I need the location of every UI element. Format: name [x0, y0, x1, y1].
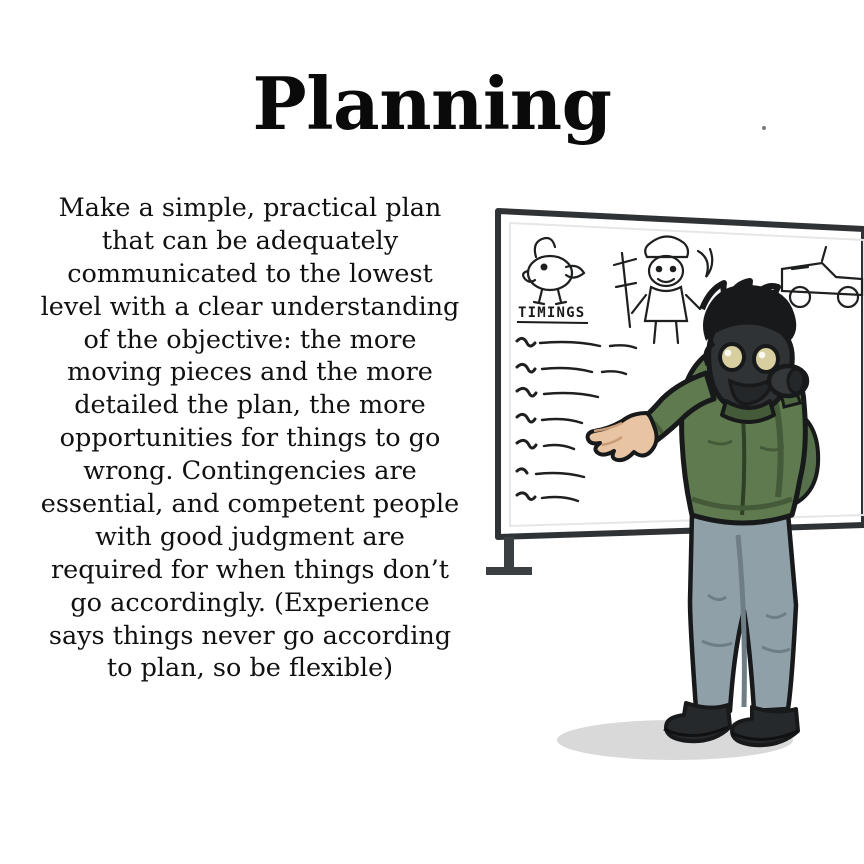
whiteboard-foot-left: [486, 567, 532, 575]
body-paragraph: Make a simple, practical plan that can be adequately communicated to the lowest level with a clear understanding of the objective: the more moving pieces and the more detailed the plan, the more opportunities for things to go wrong. Contingencies are essential, and competent people with good judgment are required for when things don’t go accordingly. (Experience says things never go according to plan, so be flexible): [40, 193, 460, 684]
gas-mask-filter-rim: [788, 369, 804, 393]
gas-mask-lens-left-glint: [725, 350, 732, 357]
whiteboard-leg-left: [504, 537, 514, 567]
decorative-speck: [762, 126, 766, 130]
whiteboard-heading-underline: [517, 322, 588, 323]
gas-mask-lens-right-glint: [759, 352, 766, 359]
whiteboard-heading: TIMINGS: [518, 305, 586, 321]
illustration: [470, 195, 864, 775]
page-title: Planning: [252, 61, 612, 146]
gas-mask-lens-left: [720, 344, 744, 370]
